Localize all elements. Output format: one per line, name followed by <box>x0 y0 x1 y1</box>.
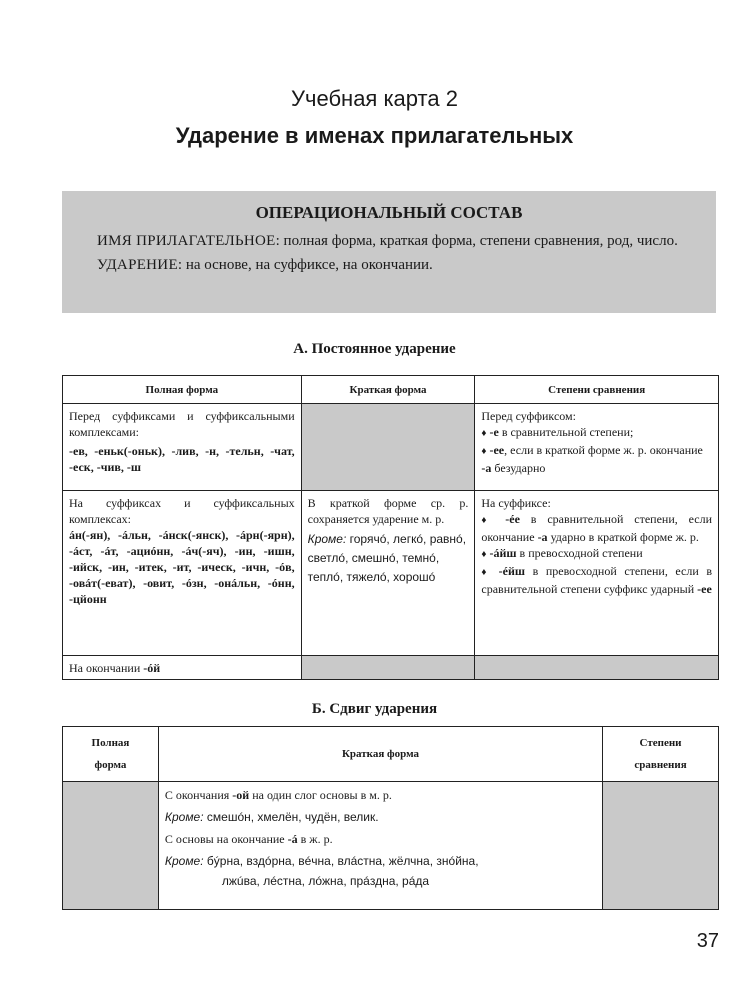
table-row <box>63 404 719 491</box>
stress-shift-table <box>62 726 719 910</box>
stress-term: УДАРЕНИЕ <box>97 257 178 273</box>
adjective-term: ИМЯ ПРИЛАГАТЕЛЬНОЕ <box>97 233 276 249</box>
cell-short-form <box>158 782 602 910</box>
suffix: -ее <box>489 443 505 457</box>
page-title: Ударение в именах прилагательных <box>175 123 574 148</box>
rule-text: на один слог основы в м. р. <box>249 788 392 802</box>
diamond-bullet-icon: ♦ <box>481 549 487 560</box>
constant-stress-table <box>62 375 719 680</box>
shift-exceptions <box>165 807 596 827</box>
cell-full-form-empty <box>63 782 159 910</box>
bullet-text: в сравнительной степени, если окончание <box>481 512 713 544</box>
compare-bullet <box>481 563 712 597</box>
diamond-bullet-icon: ♦ <box>481 428 487 439</box>
header-full-form: Полная форма <box>63 727 159 782</box>
table-header-row <box>63 376 719 404</box>
suffix-list: -ев, -еньк(-оньк), -лив, -н, -тельн, -чат, -еск, -чив, -ш <box>69 444 295 474</box>
suffix: -éйш <box>498 564 526 578</box>
compare-bullet <box>481 424 712 442</box>
section-a-title: А. Постоянное ударение <box>293 341 456 357</box>
section-b-title: Б. Сдвиг ударения <box>311 701 438 717</box>
except-label: Кроме: <box>164 854 204 868</box>
compare-intro: На суффиксе: <box>481 496 551 510</box>
suffix: -éе <box>505 512 520 526</box>
card-number: Учебная карта 2 <box>291 86 458 111</box>
table-row <box>63 656 719 680</box>
stress-text: : на основе, на суффиксе, на окончании. <box>177 257 433 273</box>
cell-short-form <box>301 491 475 656</box>
bullet-text: в превосходной степени <box>516 546 643 560</box>
cell-full-form <box>63 491 302 656</box>
bullet-text: , если в краткой форме ж. р. окончание <box>504 443 703 457</box>
page-number: 37 <box>696 930 719 952</box>
table-header-row <box>63 727 719 782</box>
suffix: -е <box>489 425 499 439</box>
cell-comparison-empty <box>603 782 719 910</box>
except-label: Кроме: <box>164 810 204 824</box>
compare-bullet <box>481 442 712 476</box>
cell-full-form <box>63 656 302 680</box>
suffix: -á <box>287 832 298 846</box>
short-intro: В краткой форме ср. р. сохраняется ударение м. р. <box>307 496 469 526</box>
header-comparison: Степени сравнения <box>475 376 719 404</box>
ending: -а <box>537 530 548 544</box>
compare-bullet <box>481 545 712 563</box>
suffix: -áйш <box>489 546 517 560</box>
stress-definition <box>72 253 706 277</box>
diamond-bullet-icon: ♦ <box>481 515 495 526</box>
adjective-text: : полная форма, краткая форма, степени сравнения, род, число. <box>275 233 678 249</box>
rule-text: в ж. р. <box>297 832 333 846</box>
adjective-definition <box>72 229 706 253</box>
cell-full-form <box>63 404 302 491</box>
diamond-bullet-icon: ♦ <box>481 567 492 578</box>
suffix-list: áн(-ян), -áльн, -áнск(-янск), -áрн(-ярн), -áст, -áт, -ациóнн, -áч(-яч), -ин, -ишн, -ийск, -ин, -итек, -ит, -ическ, -ичн, -óв, -овáт(-еват), -овит, -óзн, -онáльн, -óнн, -цйонн <box>69 528 295 606</box>
cell-comparison <box>475 404 719 491</box>
bullet-text: в сравнительной степени; <box>498 425 634 439</box>
shift-rule <box>165 831 596 847</box>
rule-text: С основы на окончание <box>164 832 288 846</box>
cell-short-form-empty <box>301 656 475 680</box>
suffix: -ой <box>232 788 250 802</box>
shift-exceptions <box>165 851 596 891</box>
operational-heading: ОПЕРАЦИОНАЛЬНЫЙ СОСТАВ <box>255 203 523 222</box>
cell-comparison-empty <box>475 656 719 680</box>
table-row <box>63 491 719 656</box>
except-words: лжúва, лéстна, лóжна, прáздна, рáда <box>221 874 430 888</box>
compare-intro: Перед суффиксом: <box>481 409 576 423</box>
bullet-text: безударно <box>491 461 546 475</box>
full-intro: Перед суффиксами и суффиксальными комплексами: <box>69 409 295 439</box>
short-exceptions <box>308 530 469 587</box>
cell-short-form-empty <box>301 404 475 491</box>
rule-text: С окончания <box>164 788 233 802</box>
ending-text: На окончании <box>69 661 144 675</box>
shift-rule <box>165 787 596 803</box>
cell-comparison <box>475 491 719 656</box>
header-short-form: Краткая форма <box>301 376 475 404</box>
except-words: бýрна, вздóрна, вéчна, влáстна, жёлчна, знóйна, <box>206 854 479 868</box>
header-comparison: Степени сравнения <box>603 727 719 782</box>
ending: -а <box>481 461 492 475</box>
header-full-form: Полная форма <box>63 376 302 404</box>
bullet-text: ударно в краткой форме ж. р. <box>547 530 699 544</box>
operational-composition-box <box>62 191 716 313</box>
full-intro: На суффиксах и суффиксальных комплексах: <box>69 496 295 526</box>
suffix: -óй <box>143 661 161 675</box>
diamond-bullet-icon: ♦ <box>481 446 487 457</box>
except-words: смешóн, хмелён, чудён, велик. <box>206 810 379 824</box>
compare-bullet <box>481 511 712 545</box>
except-label: Кроме: <box>307 532 347 546</box>
table-row <box>63 782 719 910</box>
header-short-form: Краткая форма <box>158 727 602 782</box>
suffix: -ее <box>697 582 712 596</box>
except-words: горячó, легкó, равнó, светлó, смешнó, темнó, теплó, тяжелó, хорошó <box>307 532 467 584</box>
bullet-text: в превосходной степени, если в сравнительной степени суффикс ударный <box>481 564 712 596</box>
